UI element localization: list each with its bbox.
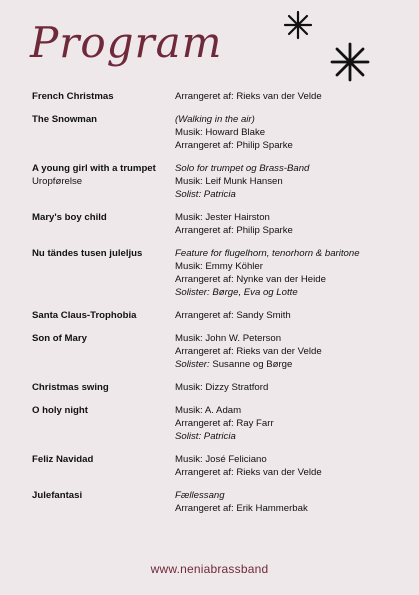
piece-title: Julefantasi bbox=[32, 490, 83, 501]
piece-details bbox=[175, 247, 402, 299]
piece-details bbox=[175, 211, 402, 237]
detail-line: Arrangeret af: Erik Hammerbak bbox=[175, 503, 308, 514]
detail-line: Feature for flugelhorn, tenorhorn & baritone bbox=[175, 248, 360, 259]
program-list bbox=[32, 90, 402, 525]
program-item bbox=[32, 404, 402, 443]
program-item-left bbox=[32, 332, 175, 371]
program-item-left bbox=[32, 453, 175, 479]
detail-line: Musik: A. Adam bbox=[175, 405, 242, 416]
piece-title: Mary's boy child bbox=[32, 212, 107, 223]
detail-line: Musik: John W. Peterson bbox=[175, 333, 282, 344]
program-item bbox=[32, 211, 402, 237]
piece-title: O holy night bbox=[32, 405, 88, 416]
piece-title: Feliz Navidad bbox=[32, 454, 94, 465]
program-item bbox=[32, 332, 402, 371]
program-item-left bbox=[32, 162, 175, 201]
detail-line bbox=[175, 358, 402, 371]
detail-line: (Walking in the air) bbox=[175, 114, 255, 125]
program-item bbox=[32, 113, 402, 152]
detail-line: Musik: Howard Blake bbox=[175, 127, 266, 138]
program-item-left bbox=[32, 489, 175, 515]
piece-details bbox=[175, 332, 402, 371]
detail-line: Musik: Jester Hairston bbox=[175, 212, 270, 223]
piece-title: Christmas swing bbox=[32, 382, 109, 393]
piece-details bbox=[175, 90, 402, 103]
piece-title: A young girl with a trumpet bbox=[32, 163, 156, 174]
detail-line: Arrangeret af: Rieks van der Velde bbox=[175, 91, 322, 102]
detail-line: Solo for trumpet og Brass-Band bbox=[175, 163, 310, 174]
program-item-left bbox=[32, 309, 175, 322]
detail-line: Arrangeret af: Rieks van der Velde bbox=[175, 346, 322, 357]
detail-line: Musik: Emmy Köhler bbox=[175, 261, 263, 272]
program-item bbox=[32, 453, 402, 479]
program-item-left bbox=[32, 113, 175, 152]
star-icon bbox=[330, 42, 370, 82]
program-item-left bbox=[32, 90, 175, 103]
program-item-left bbox=[32, 404, 175, 443]
piece-details bbox=[175, 404, 402, 443]
detail-line: Arrangeret af: Nynke van der Heide bbox=[175, 274, 326, 285]
piece-details bbox=[175, 162, 402, 201]
footer-url: www.neniabrassband bbox=[150, 562, 269, 576]
program-item bbox=[32, 90, 402, 103]
detail-line: Musik: José Feliciano bbox=[175, 454, 267, 465]
piece-title: French Christmas bbox=[32, 91, 114, 102]
piece-title: The Snowman bbox=[32, 114, 98, 125]
program-item-left bbox=[32, 211, 175, 237]
program-item bbox=[32, 162, 402, 201]
program-item-left bbox=[32, 247, 175, 299]
piece-details bbox=[175, 113, 402, 152]
program-item bbox=[32, 309, 402, 322]
detail-line: Arrangeret af: Sandy Smith bbox=[175, 310, 291, 321]
program-item-left bbox=[32, 381, 175, 394]
piece-title: Nu tändes tusen juleljus bbox=[32, 248, 143, 259]
detail-label: Solister: bbox=[175, 359, 210, 370]
program-item bbox=[32, 381, 402, 394]
piece-title: Son of Mary bbox=[32, 333, 87, 344]
detail-line: Solister: Børge, Eva og Lotte bbox=[175, 287, 298, 298]
detail-line: Fællessang bbox=[175, 490, 225, 501]
program-item bbox=[32, 247, 402, 299]
detail-line: Musik: Leif Munk Hansen bbox=[175, 176, 283, 187]
piece-details bbox=[175, 489, 402, 515]
detail-line: Solist: Patricia bbox=[175, 431, 236, 442]
detail-line: Arrangeret af: Philip Sparke bbox=[175, 225, 293, 236]
program-item bbox=[32, 489, 402, 515]
detail-line: Arrangeret af: Ray Farr bbox=[175, 418, 274, 429]
detail-line: Arrangeret af: Philip Sparke bbox=[175, 140, 293, 151]
piece-title: Santa Claus-Trophobia bbox=[32, 310, 137, 321]
piece-details bbox=[175, 453, 402, 479]
detail-line: Musik: Dizzy Stratford bbox=[175, 382, 269, 393]
detail-line: Solist: Patricia bbox=[175, 189, 236, 200]
piece-details bbox=[175, 381, 402, 394]
detail-value: Susanne og Børge bbox=[209, 359, 293, 370]
piece-details bbox=[175, 309, 402, 322]
detail-line: Arrangeret af: Rieks van der Velde bbox=[175, 467, 322, 478]
page-title: Program bbox=[30, 18, 223, 67]
star-icon bbox=[283, 10, 313, 40]
piece-subtitle: Uropførelse bbox=[32, 176, 83, 187]
